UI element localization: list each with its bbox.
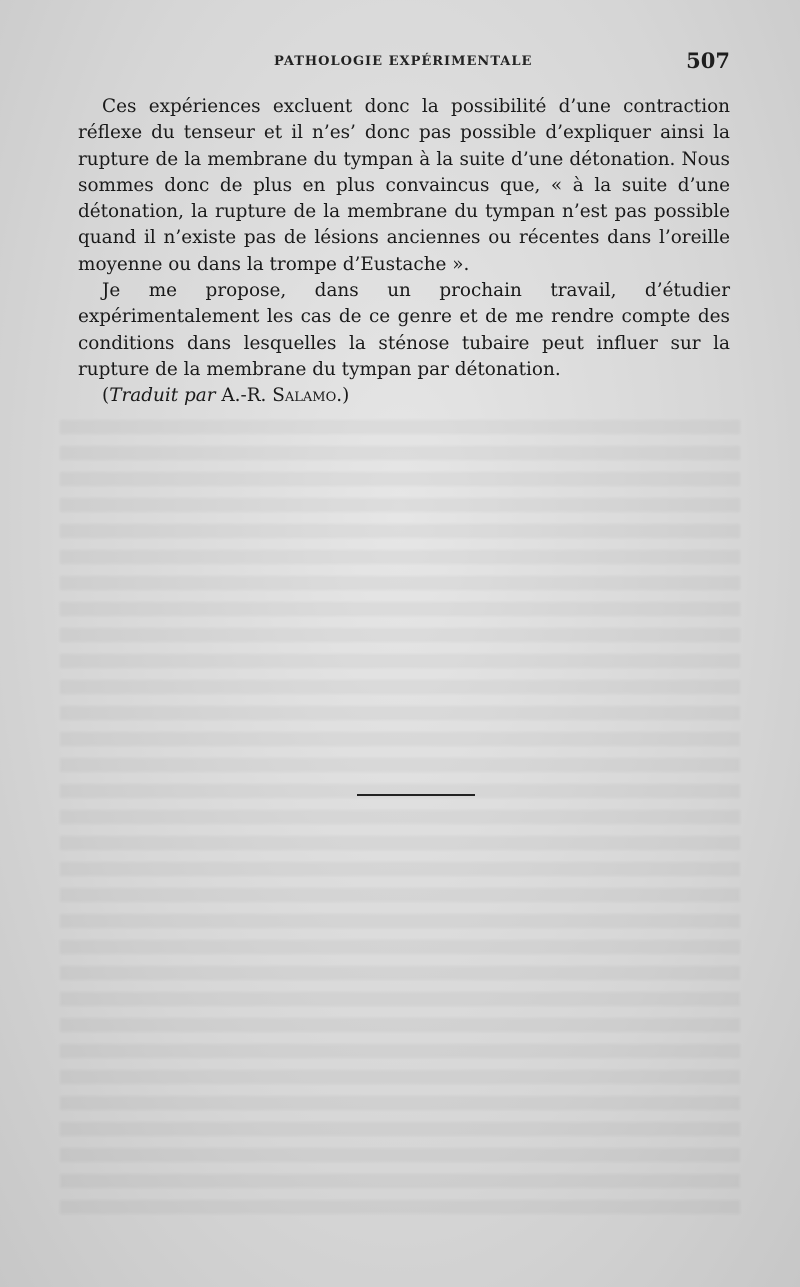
section-divider-rule (357, 794, 475, 796)
page-number: 507 (686, 48, 730, 73)
body-text (78, 94, 730, 410)
page-header (78, 48, 730, 78)
running-title: PATHOLOGIE EXPÉRIMENTALE (274, 54, 533, 69)
paragraph-2: Je me propose, dans un prochain travail, d’étudier expérimentalement les cas de ce genre et de me rendre compte des conditions dans lesquelles la sténose tubaire peut influer sur la rupture de la membrane du tympan par détonation. (78, 280, 730, 380)
paragraph-1: Ces expériences excluent donc la possibilité d’une contraction réflexe du tenseur et il n’es’ donc pas possible d’expliquer ainsi la rupture de la membrane du tympan à la suite d’une détonation. Nous sommes donc de plus en plus convaincus que, « à la suite d’une détonation, la rupture de la membrane du tympan n’est pas possible quand il n’existe pas de lésions anciennes ou récentes dans l’oreille moyenne ou dans la trompe d’Eustache ». (78, 96, 730, 275)
attribution-close: .) (336, 385, 350, 407)
translator-name: Salamo (272, 385, 337, 407)
attribution-traduit: Traduit (109, 385, 179, 407)
translator-initials: A.-R. (221, 385, 267, 407)
attribution-open-paren: ( (102, 385, 110, 407)
show-through-text (60, 420, 740, 1220)
attribution-par: par (183, 385, 216, 407)
translator-attribution (78, 383, 730, 409)
